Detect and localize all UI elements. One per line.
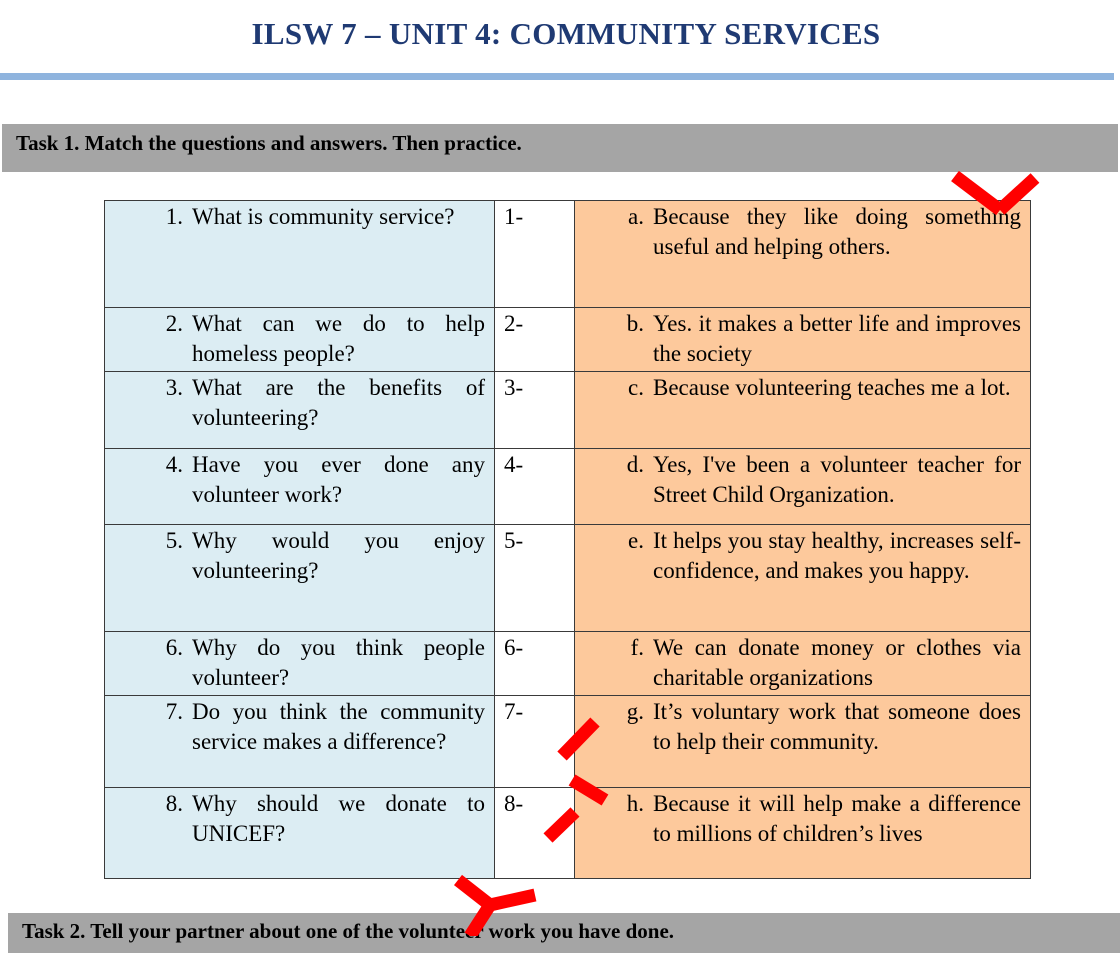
answer-cell: [575, 632, 1031, 696]
question-text: Why should we donate to UNICEF?: [192, 791, 485, 846]
question-text: What can we do to help homeless people?: [192, 311, 485, 366]
answer-text: Because it will help make a difference to millions of children’s lives: [653, 791, 1021, 846]
answer-text: It helps you stay healthy, increases self-confidence, and makes you happy.: [653, 528, 1021, 583]
question-number: 3.: [165, 375, 183, 400]
answer-letter: d.: [626, 452, 644, 477]
answer-blank[interactable]: 5-: [495, 525, 575, 632]
page-title: ILSW 7 – UNIT 4: COMMUNITY SERVICES: [251, 16, 881, 51]
question-cell: [105, 788, 495, 879]
answer-blank[interactable]: 6-: [495, 632, 575, 696]
answer-blank[interactable]: 2-: [495, 308, 575, 372]
question-text: Why do you think people volunteer?: [192, 635, 485, 690]
answer-text: Yes. it makes a better life and improves the society: [653, 311, 1021, 366]
question-number: 2.: [165, 311, 183, 336]
answer-letter: b.: [626, 311, 644, 336]
answer-letter: f.: [630, 635, 644, 660]
task1-heading: Task 1. Match the questions and answers. Then practice.: [2, 124, 1118, 172]
task2-heading: Task 2. Tell your partner about one of the volunteer work you have done.: [8, 913, 1120, 953]
answer-text: Yes, I've been a volunteer teacher for Street Child Organization.: [653, 452, 1021, 507]
question-cell: [105, 525, 495, 632]
table-row: [105, 696, 1031, 788]
answer-letter: g.: [626, 699, 644, 724]
table-row: [105, 525, 1031, 632]
answer-text: We can donate money or clothes via charitable organizations: [653, 635, 1021, 690]
answer-text: Because they like doing something useful and helping others.: [653, 204, 1021, 259]
answer-blank[interactable]: 7-: [495, 696, 575, 788]
title-divider: [0, 73, 1114, 80]
answer-blank[interactable]: 4-: [495, 449, 575, 525]
table-row: [105, 449, 1031, 525]
answer-text: Because volunteering teaches me a lot.: [653, 375, 1011, 400]
table-row: [105, 372, 1031, 449]
question-cell: [105, 449, 495, 525]
question-text: Why would you enjoy volunteering?: [192, 528, 485, 583]
answer-text: It’s voluntary work that someone does to help their community.: [653, 699, 1021, 754]
table-row: [105, 788, 1031, 879]
question-number: 8.: [165, 791, 183, 816]
question-cell: [105, 632, 495, 696]
table-row: [105, 201, 1031, 308]
matching-table: [104, 200, 1031, 879]
question-text: Have you ever done any volunteer work?: [192, 452, 485, 507]
answer-cell: [575, 788, 1031, 879]
answer-letter: c.: [628, 375, 644, 400]
question-number: 5.: [165, 528, 183, 553]
question-cell: [105, 696, 495, 788]
question-number: 4.: [165, 452, 183, 477]
answer-cell: [575, 308, 1031, 372]
question-text: What is community service?: [192, 204, 455, 229]
table-row: [105, 632, 1031, 696]
answer-blank[interactable]: 1-: [495, 201, 575, 308]
answer-blank[interactable]: 8-: [495, 788, 575, 879]
question-cell: [105, 201, 495, 308]
answer-cell: [575, 201, 1031, 308]
question-number: 7.: [165, 699, 183, 724]
answer-cell: [575, 525, 1031, 632]
answer-cell: [575, 696, 1031, 788]
answer-letter: a.: [628, 204, 644, 229]
answer-letter: e.: [628, 528, 644, 553]
answer-blank[interactable]: 3-: [495, 372, 575, 449]
answer-cell: [575, 372, 1031, 449]
table-row: [105, 308, 1031, 372]
question-cell: [105, 308, 495, 372]
answer-letter: h.: [626, 791, 644, 816]
question-text: Do you think the community service makes a difference?: [192, 699, 485, 754]
question-cell: [105, 372, 495, 449]
question-text: What are the benefits of volunteering?: [192, 375, 485, 430]
question-number: 1.: [165, 204, 183, 229]
answer-cell: [575, 449, 1031, 525]
question-number: 6.: [165, 635, 183, 660]
